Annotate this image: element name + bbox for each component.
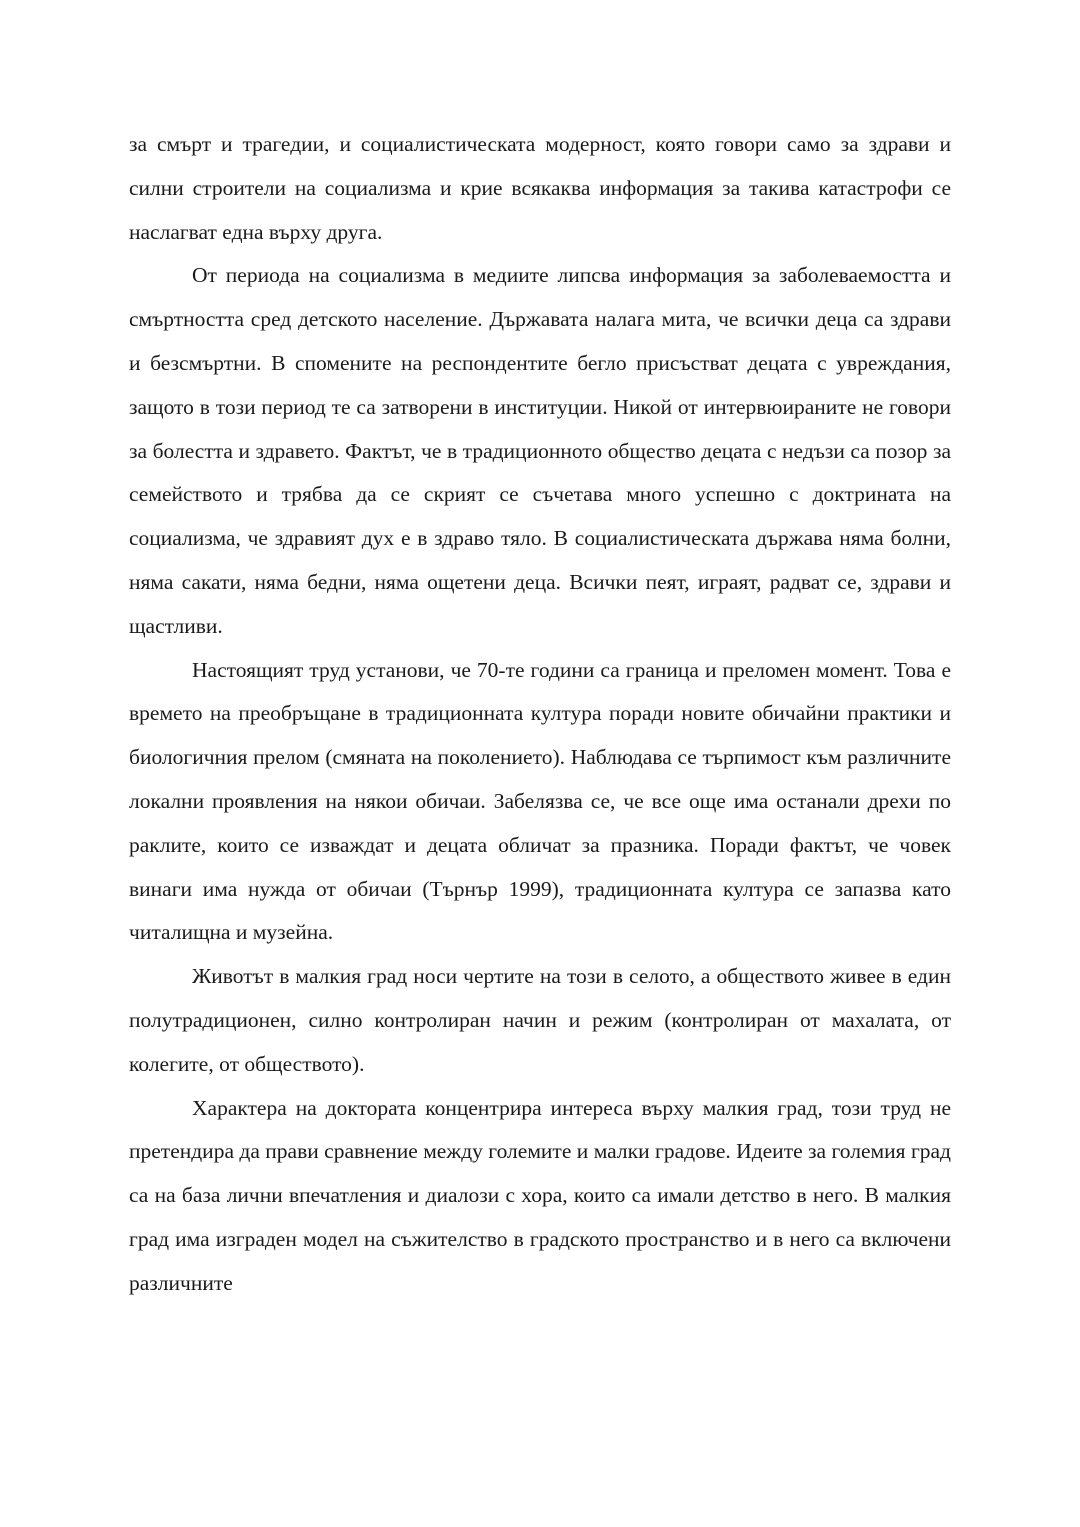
paragraph-seventies-turning-point: Настоящият труд установи, че 70-те години са граница и преломен момент. Това е времето на преобръщане в традиционната култура поради новите обичайни практики и биологичния прелом (смяната на поколението). Наблюдава се търпимост към различните локални проявления на някои обичаи. Забелязва се, че все още има останали дрехи по раклите, които се изваждат и децата обличат за празника. Поради фактът, че човек винаги има нужда от обичаи (Търнър 1999), традиционната култура се запазва като читалищна и музейна. [129,657,951,945]
paragraph-doctorate-focus: Характера на доктората концентрира интереса върху малкия град, този труд не претендира да прави сравнение между големите и малки градове. Идеите за големия град са на база лични впечатления и диалози с хора, които са имали детство в него. В малкия град има изграден модел на съжителство в градското пространство и в него са включени различните [129,1095,951,1295]
paragraph-small-town-life: Животът в малкия град носи чертите на този в селото, а обществото живее в един полутрадиционен, силно контролиран начин и режим (контролиран от махалата, от колегите, от обществото). [129,964,951,1076]
paragraph-media-information: От периода на социализма в медиите липсва информация за заболеваемостта и смъртността сред детското население. Държавата налага мита, че всички деца са здрави и безсмъртни. В спомените на респондентите бегло присъстват децата с увреждания, защото в този период те са затворени в институции. Никой от интервюираните не говори за болестта и здравето. Фактът, че в традиционното общество децата с недъзи са позор за семейството и трябва да се скрият се съчетава много успешно с доктрината на социализма, че здравият дух е в здраво тяло. В социалистическата държава няма болни, няма сакати, няма бедни, няма ощетени деца. Всички пеят, играят, радват се, здрави и щастливи. [129,263,951,638]
body-text [129,123,951,1306]
paragraph-continuation: за смърт и трагедии, и социалистическата модерност, която говори само за здрави и силни строители на социализма и крие всякаква информация за такива катастрофи се наслагват една върху друга. [129,132,951,244]
